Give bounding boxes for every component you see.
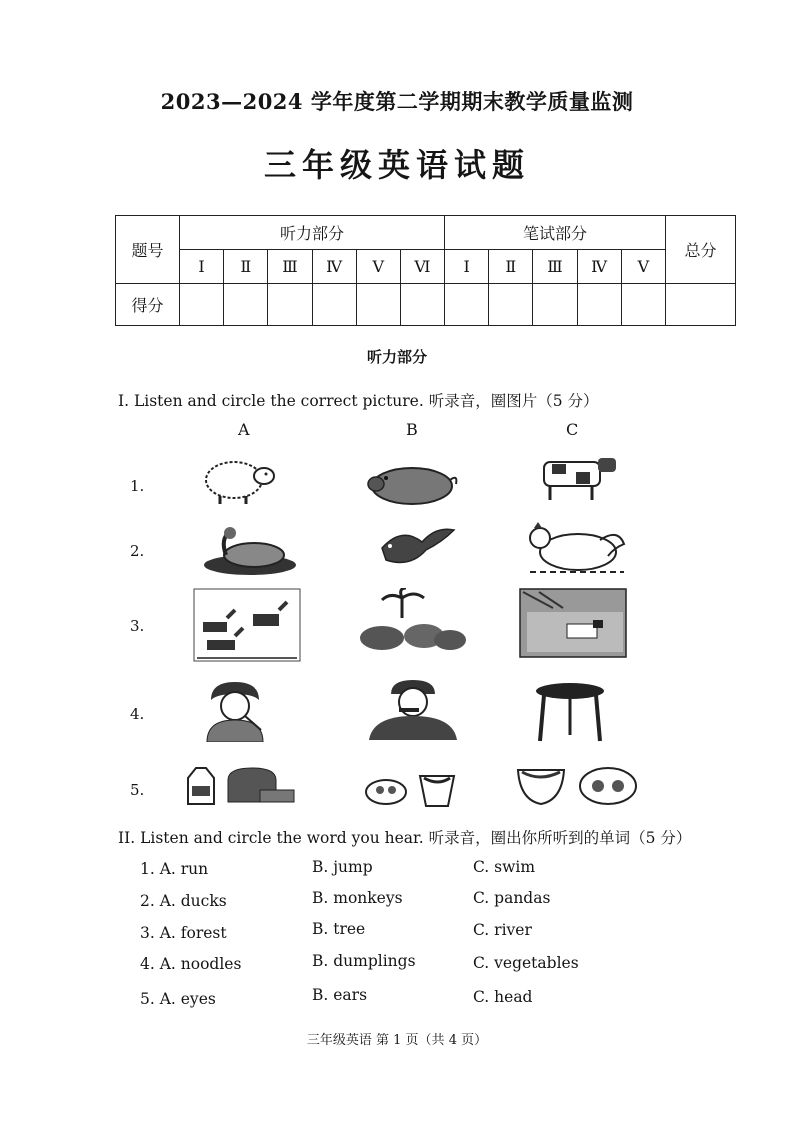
word-option-a[interactable]: 1. A. run	[140, 860, 209, 878]
cow-icon[interactable]	[534, 452, 624, 502]
score-cell[interactable]	[180, 284, 224, 326]
score-cell[interactable]	[666, 284, 736, 326]
question-number: 5.	[130, 781, 145, 799]
exam-subtitle: 三年级英语试题	[263, 146, 530, 184]
word-option-c[interactable]: C. swim	[473, 858, 536, 876]
listening-col: Ⅲ	[268, 250, 312, 284]
word-option-a[interactable]: 3. A. forest	[140, 924, 227, 942]
score-cell[interactable]	[621, 284, 665, 326]
score-cell[interactable]	[312, 284, 356, 326]
score-cell[interactable]	[224, 284, 268, 326]
writing-col: Ⅲ	[533, 250, 577, 284]
listening-col: Ⅴ	[356, 250, 400, 284]
question-number: 4.	[130, 705, 145, 723]
column-label-a: A	[238, 420, 250, 439]
word-option-c[interactable]: C. pandas	[473, 889, 551, 907]
word-option-b[interactable]: B. jump	[312, 858, 373, 876]
column-label-b: B	[406, 420, 418, 439]
word-option-c[interactable]: C. vegetables	[473, 954, 579, 972]
word-option-a[interactable]: 5. A. eyes	[140, 990, 216, 1008]
score-cell[interactable]	[489, 284, 533, 326]
word-option-b[interactable]: B. dumplings	[312, 952, 416, 970]
part2-instruction: II. Listen and circle the word you hear. 听录音，圈出你所听到的单词（5 分）	[118, 829, 692, 847]
question-number: 3.	[130, 617, 145, 635]
duck-icon[interactable]	[200, 525, 300, 577]
milk-bread-icon[interactable]	[184, 764, 300, 806]
writing-col: Ⅱ	[489, 250, 533, 284]
column-label-c: C	[566, 420, 579, 439]
score-table-score-label: 得分	[116, 284, 180, 326]
boy-brushing-icon[interactable]	[365, 678, 461, 740]
word-option-b[interactable]: B. ears	[312, 986, 368, 1004]
score-cell[interactable]	[268, 284, 312, 326]
score-table-total-label: 总分	[666, 216, 736, 284]
score-table-item-label: 题号	[116, 216, 180, 284]
horses-icon[interactable]	[193, 588, 301, 662]
woman-eating-icon[interactable]	[195, 680, 275, 742]
table-icon[interactable]	[532, 681, 608, 743]
word-option-c[interactable]: C. river	[473, 921, 532, 939]
word-option-b[interactable]: B. monkeys	[312, 889, 403, 907]
listening-section-title: 听力部分	[366, 348, 427, 366]
score-cell[interactable]	[445, 284, 489, 326]
bird-icon[interactable]	[372, 524, 464, 570]
score-table	[115, 215, 736, 326]
score-cell[interactable]	[400, 284, 444, 326]
writing-col: Ⅰ	[445, 250, 489, 284]
writing-col: Ⅴ	[621, 250, 665, 284]
cow-farm-icon[interactable]	[519, 588, 627, 658]
listening-col: Ⅳ	[312, 250, 356, 284]
hen-icon[interactable]	[520, 520, 632, 576]
question-number: 1.	[130, 477, 145, 495]
noodles-eggs-icon[interactable]	[514, 760, 640, 810]
score-cell[interactable]	[577, 284, 621, 326]
elephants-icon[interactable]	[352, 588, 470, 658]
sheep-icon[interactable]	[200, 456, 280, 506]
word-option-a[interactable]: 4. A. noodles	[140, 955, 242, 973]
question-number: 2.	[130, 542, 145, 560]
listening-col: Ⅱ	[224, 250, 268, 284]
part1-instruction: I. Listen and circle the correct picture. 听录音，圈图片（5 分）	[118, 392, 599, 410]
word-option-b[interactable]: B. tree	[312, 920, 366, 938]
word-option-c[interactable]: C. head	[473, 988, 533, 1006]
word-option-a[interactable]: 2. A. ducks	[140, 892, 227, 910]
writing-col: Ⅳ	[577, 250, 621, 284]
pig-icon[interactable]	[364, 460, 464, 508]
page-footer: 三年级英语 第 1 页（共 4 页）	[306, 1033, 488, 1048]
listening-col: Ⅰ	[180, 250, 224, 284]
listening-col: Ⅵ	[400, 250, 444, 284]
exam-title: 2023—2024 学年度第二学期期末教学质量监测	[160, 89, 634, 114]
score-table-listening-label: 听力部分	[180, 216, 445, 250]
dumplings-noodles-icon[interactable]	[364, 764, 464, 810]
score-table-writing-label: 笔试部分	[445, 216, 666, 250]
score-cell[interactable]	[533, 284, 577, 326]
score-cell[interactable]	[356, 284, 400, 326]
